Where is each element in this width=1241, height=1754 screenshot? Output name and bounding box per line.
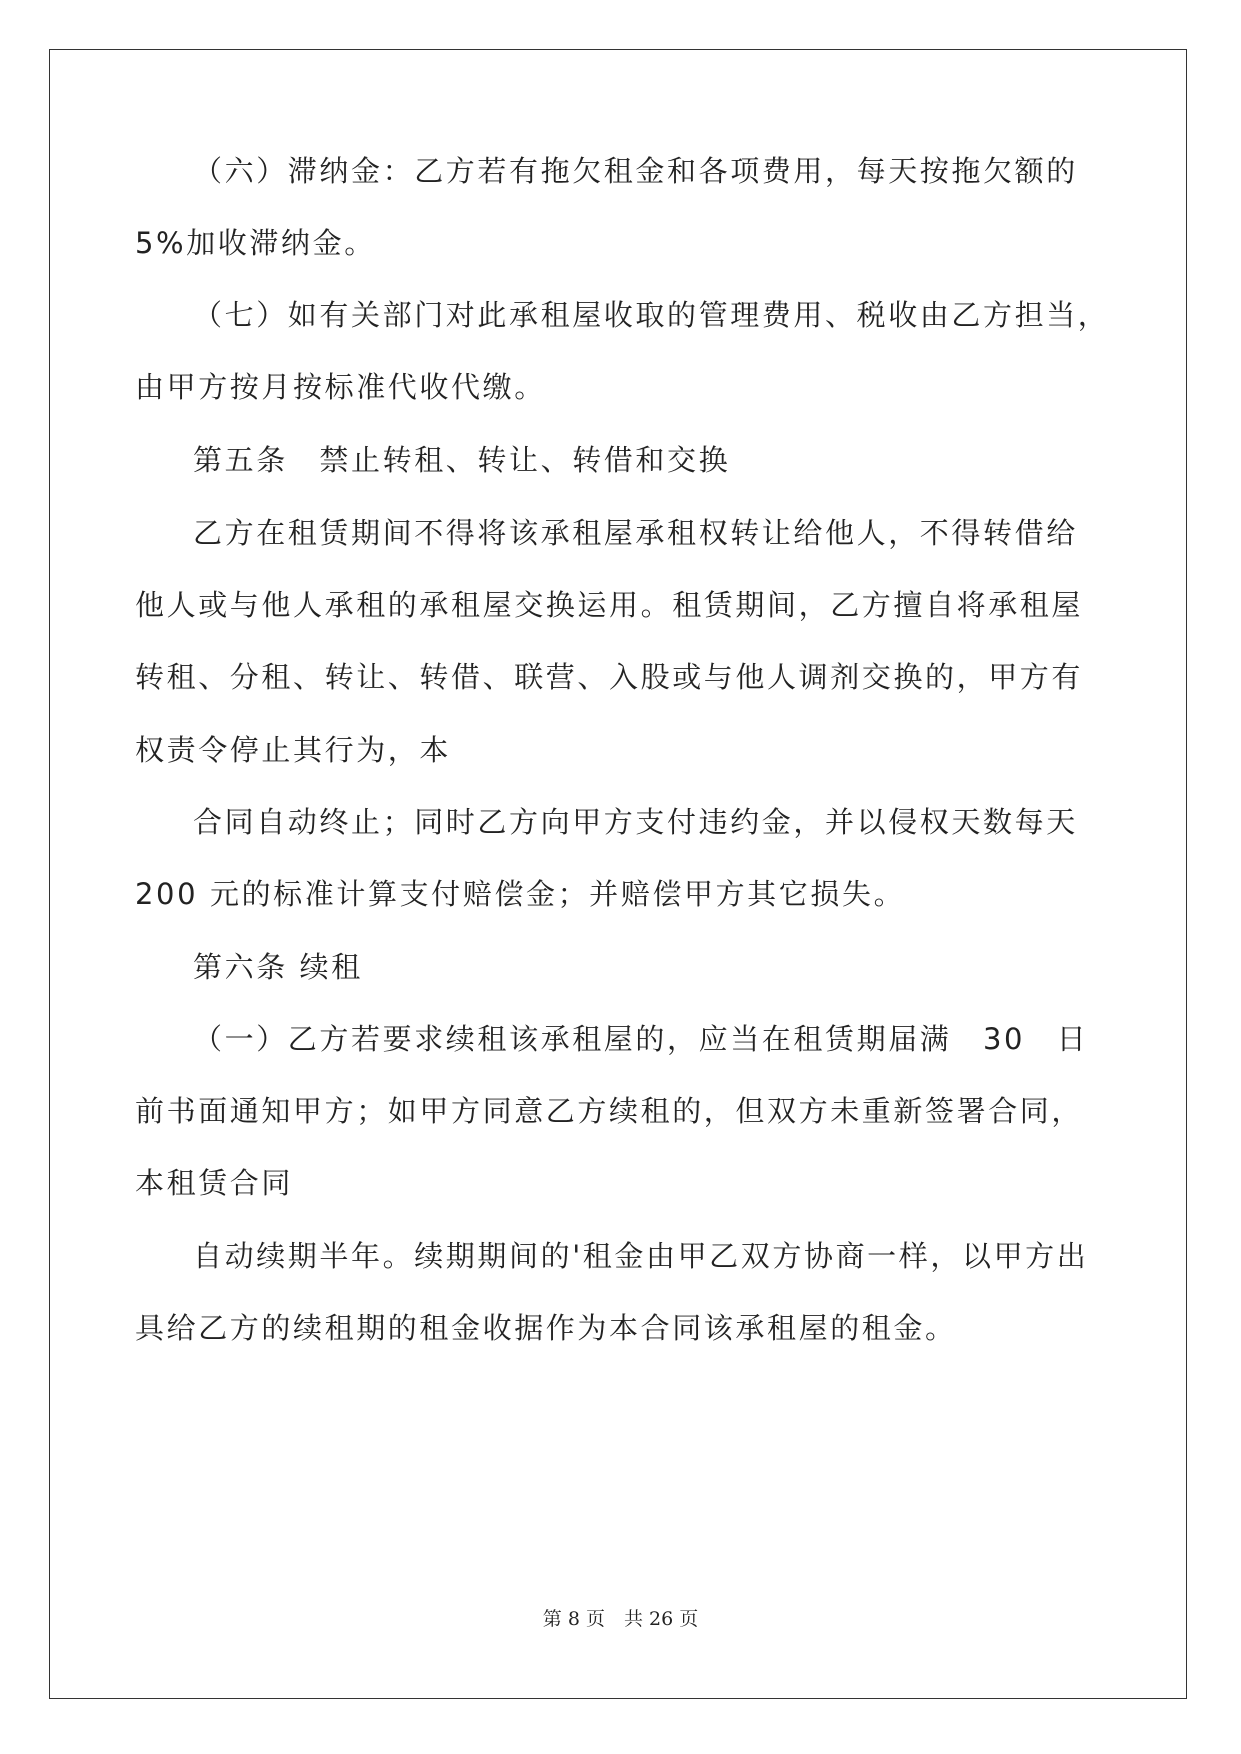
page-number: 第 8 页 共 26 页 [542,1608,699,1630]
text-line: 由甲方按月按标准代收代缴。 [135,370,546,404]
text-line: （一）乙方若要求续租该承租屋的，应当在租赁期届满 30 日 [193,1022,1089,1056]
article-heading: 第六条 续租 [193,950,363,984]
text-line: （七）如有关部门对此承租屋收取的管理费用、税收由乙方担当， [193,298,1110,332]
text-line: 乙方在租赁期间不得将该承租屋承租权转让给他人，不得转借给 [193,516,1078,550]
text-line: 转租、分租、转让、转借、联营、入股或与他人调剂交换的，甲方有 [135,660,1084,694]
page-border [49,49,1187,1699]
text-line: 自动续期半年。续期期间的'租金由甲乙双方协商一样，以甲方出 [193,1239,1089,1273]
text-line: 合同自动终止；同时乙方向甲方支付违约金，并以侵权天数每天 [193,805,1078,839]
text-line: 他人或与他人承租的承租屋交换运用。租赁期间，乙方擅自将承租屋 [135,588,1084,622]
article-heading: 第五条 禁止转租、转让、转借和交换 [193,443,731,477]
page-footer [0,1607,1241,1631]
text-line: 5%加收滞纳金。 [135,226,376,260]
text-line: 本租赁合同 [135,1166,294,1200]
text-line: （六）滞纳金：乙方若有拖欠租金和各项费用，每天按拖欠额的 [193,154,1078,188]
text-line: 权责令停止其行为，本 [135,733,452,767]
text-line: 具给乙方的续租期的租金收据作为本合同该承租屋的租金。 [135,1311,957,1345]
text-line: 前书面通知甲方；如甲方同意乙方续租的，但双方未重新签署合同， [135,1094,1084,1128]
text-line: 200 元的标准计算支付赔偿金；并赔偿甲方其它损失。 [135,877,906,911]
